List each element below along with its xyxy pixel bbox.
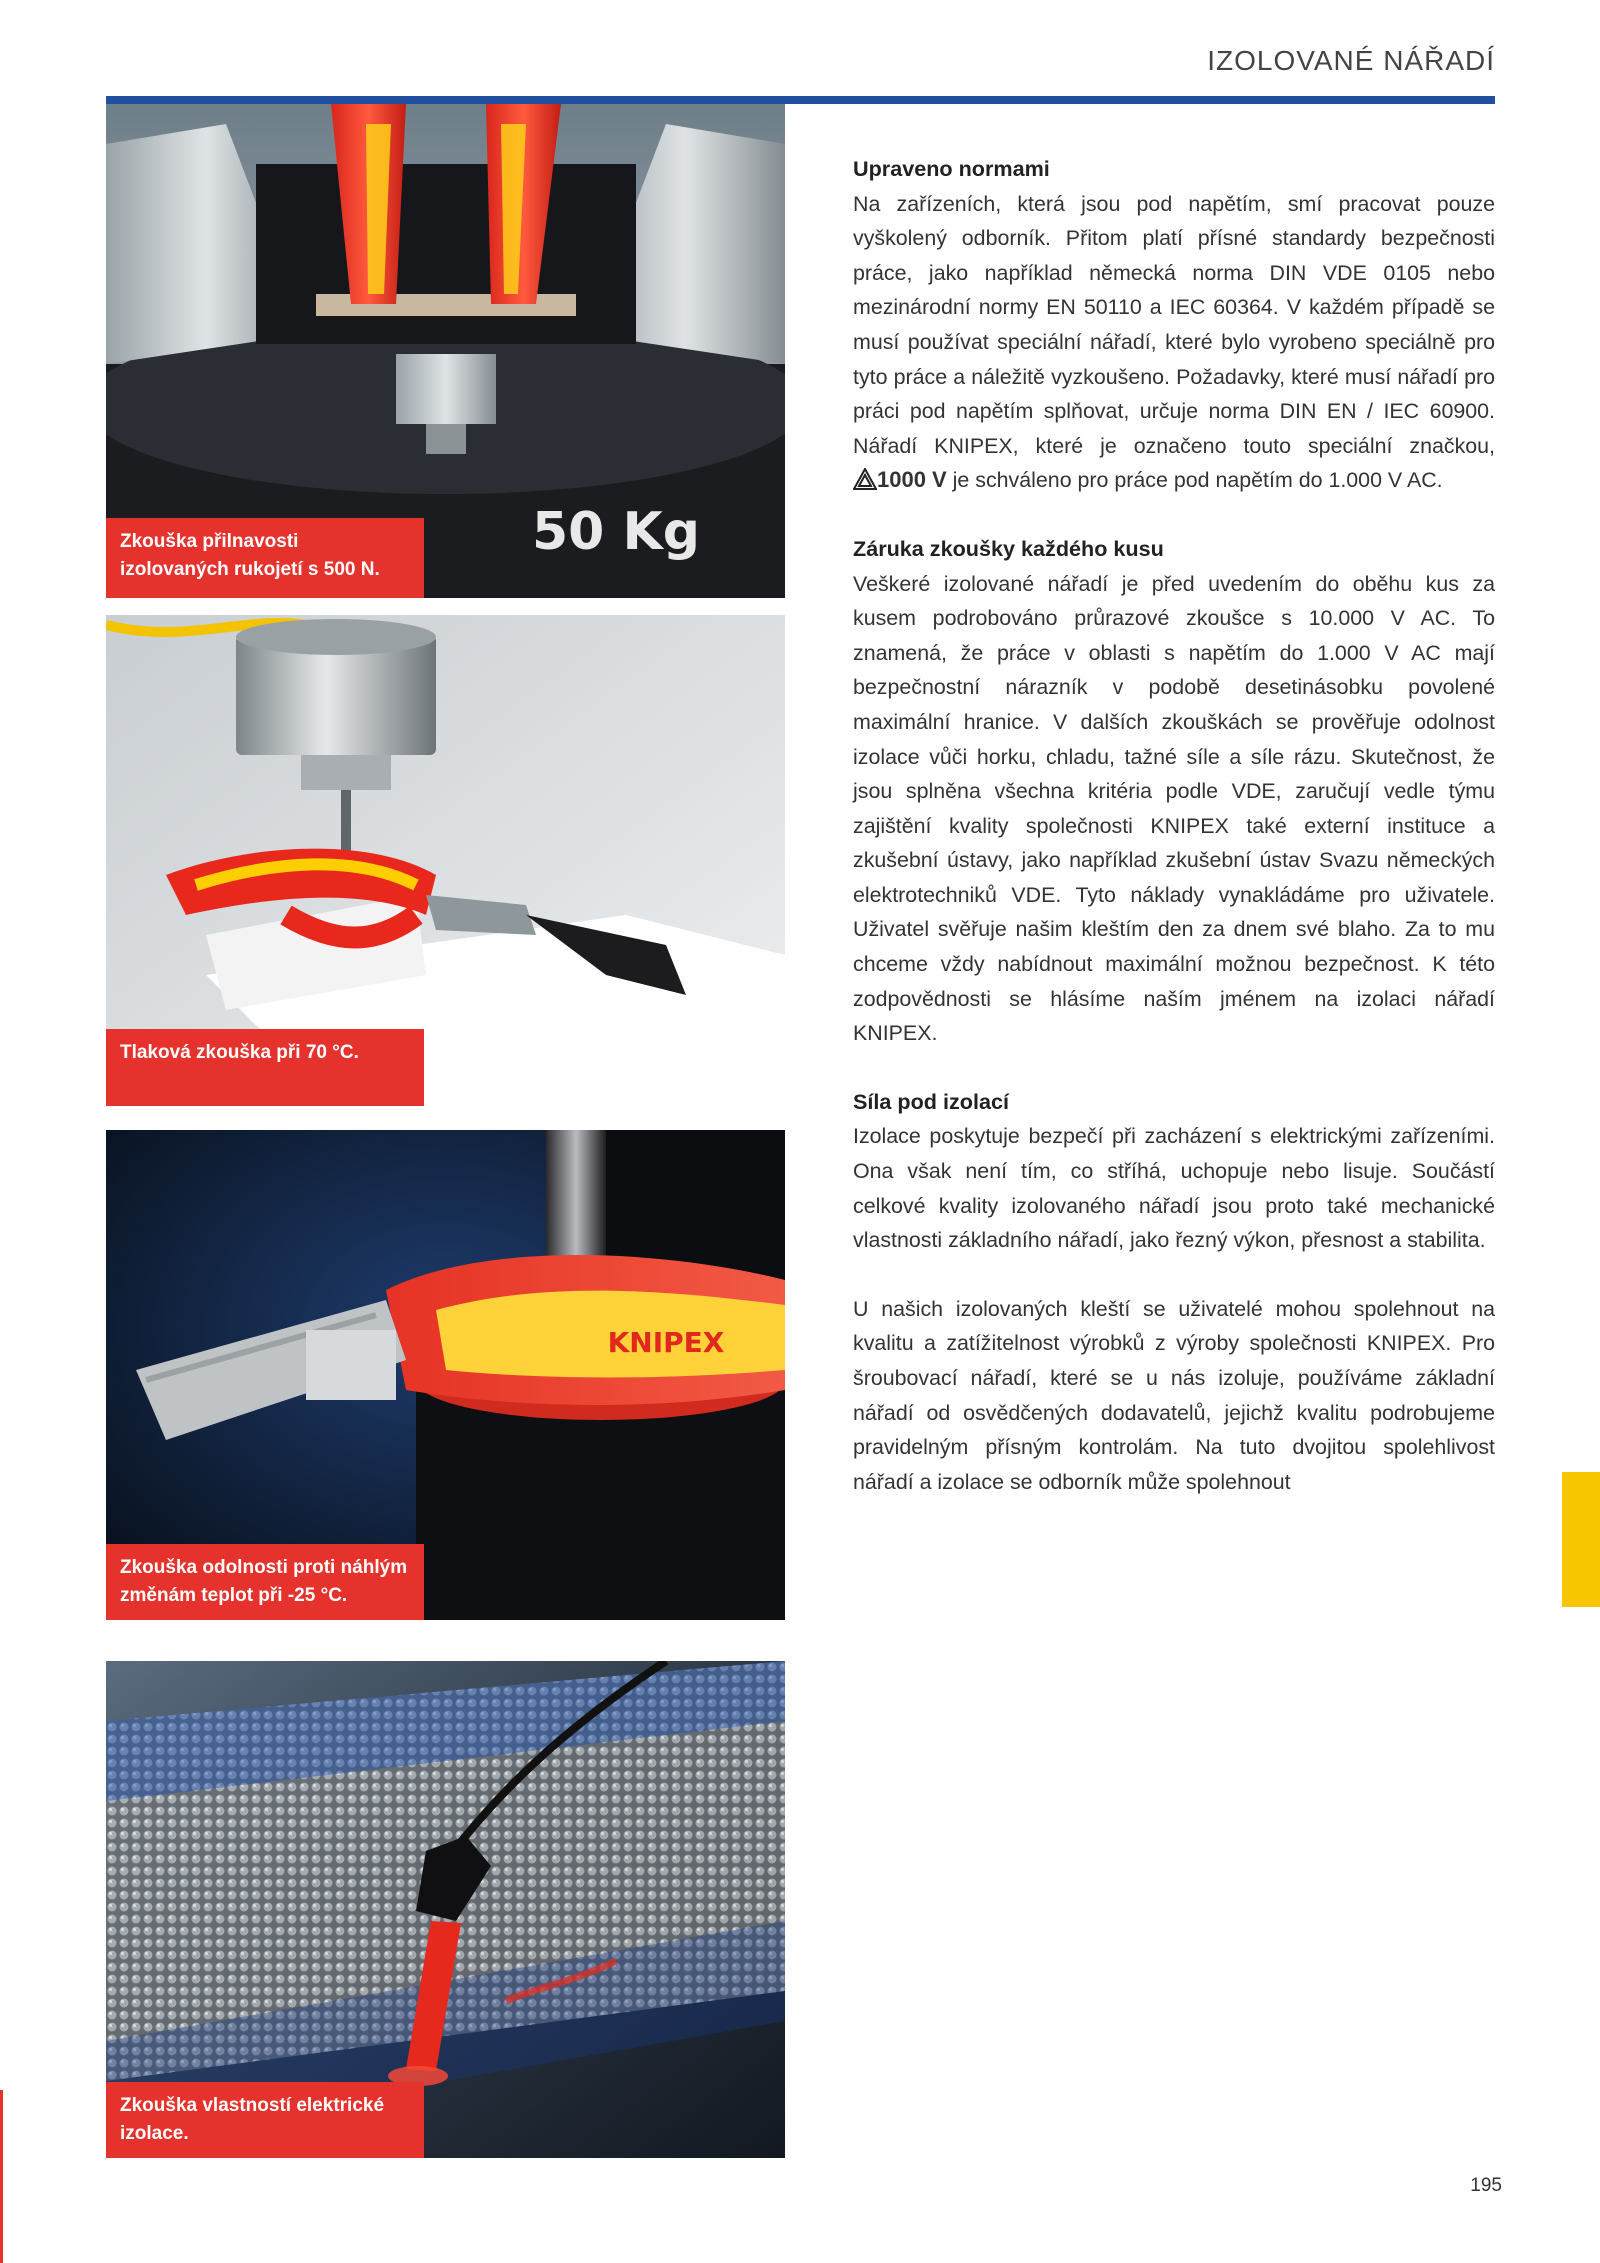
- photo-pressure-test: [106, 615, 785, 1106]
- chapter-tab: [1562, 1472, 1600, 1607]
- photo-insulation-test: [106, 1661, 785, 2158]
- caption-pressure-test: Tlaková zkouška při 70 °C.: [106, 1029, 424, 1106]
- svg-text:KNIPEX: KNIPEX: [607, 1326, 725, 1359]
- double-triangle-icon: [853, 468, 877, 490]
- edge-marker: [0, 2090, 3, 2263]
- section-body: U našich izolovaných kleští se uživatelé mohou spolehnout na kvalitu a zatížitelnost výrobků z výroby společnosti KNIPEX. Pro šroubovací nářadí, které se u nás izoluje, používáme základní nářadí od osvědčených dodavatelů, jejichž kvalitu podrobujeme pravidelným přísným kontrolám. Na tuto dvojitou spolehlivost nářadí a izolace se odborník může spolehnout: [853, 1296, 1495, 1494]
- caption-insulation-test: Zkouška vlastností elektrické izolace.: [106, 2082, 424, 2158]
- section-body: Veškeré izolované nářadí je před uvedením do oběhu kus za kusem podrobováno průrazové zkoušce s 10.000 V AC. To znamená, že práce v oblasti s napětím do 1.000 V AC mají bezpečnostní nárazník v podobě desetinásobku povolené maximální hranice. V dalších zkouškách se prověřuje odolnost izolace vůči horku, chladu, tažné síle a síle rázu. Skutečnost, že jsou splněna všechna kritéria podle VDE, zaručují vedle týmu zajištění kvality společnosti KNIPEX také externí instituce a zkušební ústavy, jako například zkušební ústav Svazu německých elektrotechniků VDE. Tyto náklady vynakládáme pro uživatele. Uživatel svěřuje našim kleštím den za dnem své blaho. Za to mu chceme vždy nabídnout maximální možnou bezpečnost. K této zodpovědnosti se hlásíme naším jménem na izolaci nářadí KNIPEX.: [853, 571, 1495, 1046]
- section-heading: Upraveno normami: [853, 156, 1050, 181]
- section-reliability: [853, 1292, 1495, 1500]
- header-rule: [106, 96, 1495, 104]
- caption-temperature-test: Zkouška odolnosti proti náhlým změnám teplot při -25 °C.: [106, 1544, 424, 1620]
- section-body: Izolace poskytuje bezpečí při zacházení s elektrickými zařízeními. Ona však není tím, co stříhá, uchopuje nebo lisuje. Součástí celkové kvality izolovaného nářadí jsou proto také mechanické vlastnosti základního nářadí, jako řezný výkon, přesnost a stabilita.: [853, 1124, 1495, 1253]
- section-body: Na zařízeních, která jsou pod napětím, smí pracovat pouze vyškolený odborník. Přitom platí přísné standardy bezpečnosti práce, jako například německá norma DIN VDE 0105 nebo mezinárodní normy EN 50110 a IEC 60364. V každém případě se musí používat speciální nářadí, které bylo vyrobeno speciálně pro tyto práce a náležitě vyzkoušeno. Požadavky, které musí nářadí pro práci pod napětím splňovat, určuje norma DIN EN / IEC 60900. Nářadí KNIPEX, které je označeno touto speciální značkou, 1000 V je schváleno pro práce pod napětím do 1.000 V AC.: [853, 191, 1495, 493]
- section-heading: Síla pod izolací: [853, 1088, 1009, 1114]
- section-piece-test: [853, 532, 1495, 1051]
- section-heading: Záruka zkoušky každého kusu: [853, 535, 1164, 561]
- photo-adhesion-test: [106, 104, 785, 598]
- page-number: 195: [1470, 2175, 1502, 2196]
- section-title: IZOLOVANÉ NÁŘADÍ: [1207, 45, 1495, 76]
- caption-adhesion-test: Zkouška přilnavosti izolovaných rukojetí s 500 N.: [106, 518, 424, 598]
- photo-temperature-test: [106, 1130, 785, 1620]
- main-text-column: [853, 152, 1495, 1533]
- vde-1000v-mark: 1000 V: [853, 467, 947, 492]
- section-strength: [853, 1085, 1495, 1258]
- weight-label: 50 Kg: [532, 502, 700, 562]
- section-standards: [853, 152, 1495, 498]
